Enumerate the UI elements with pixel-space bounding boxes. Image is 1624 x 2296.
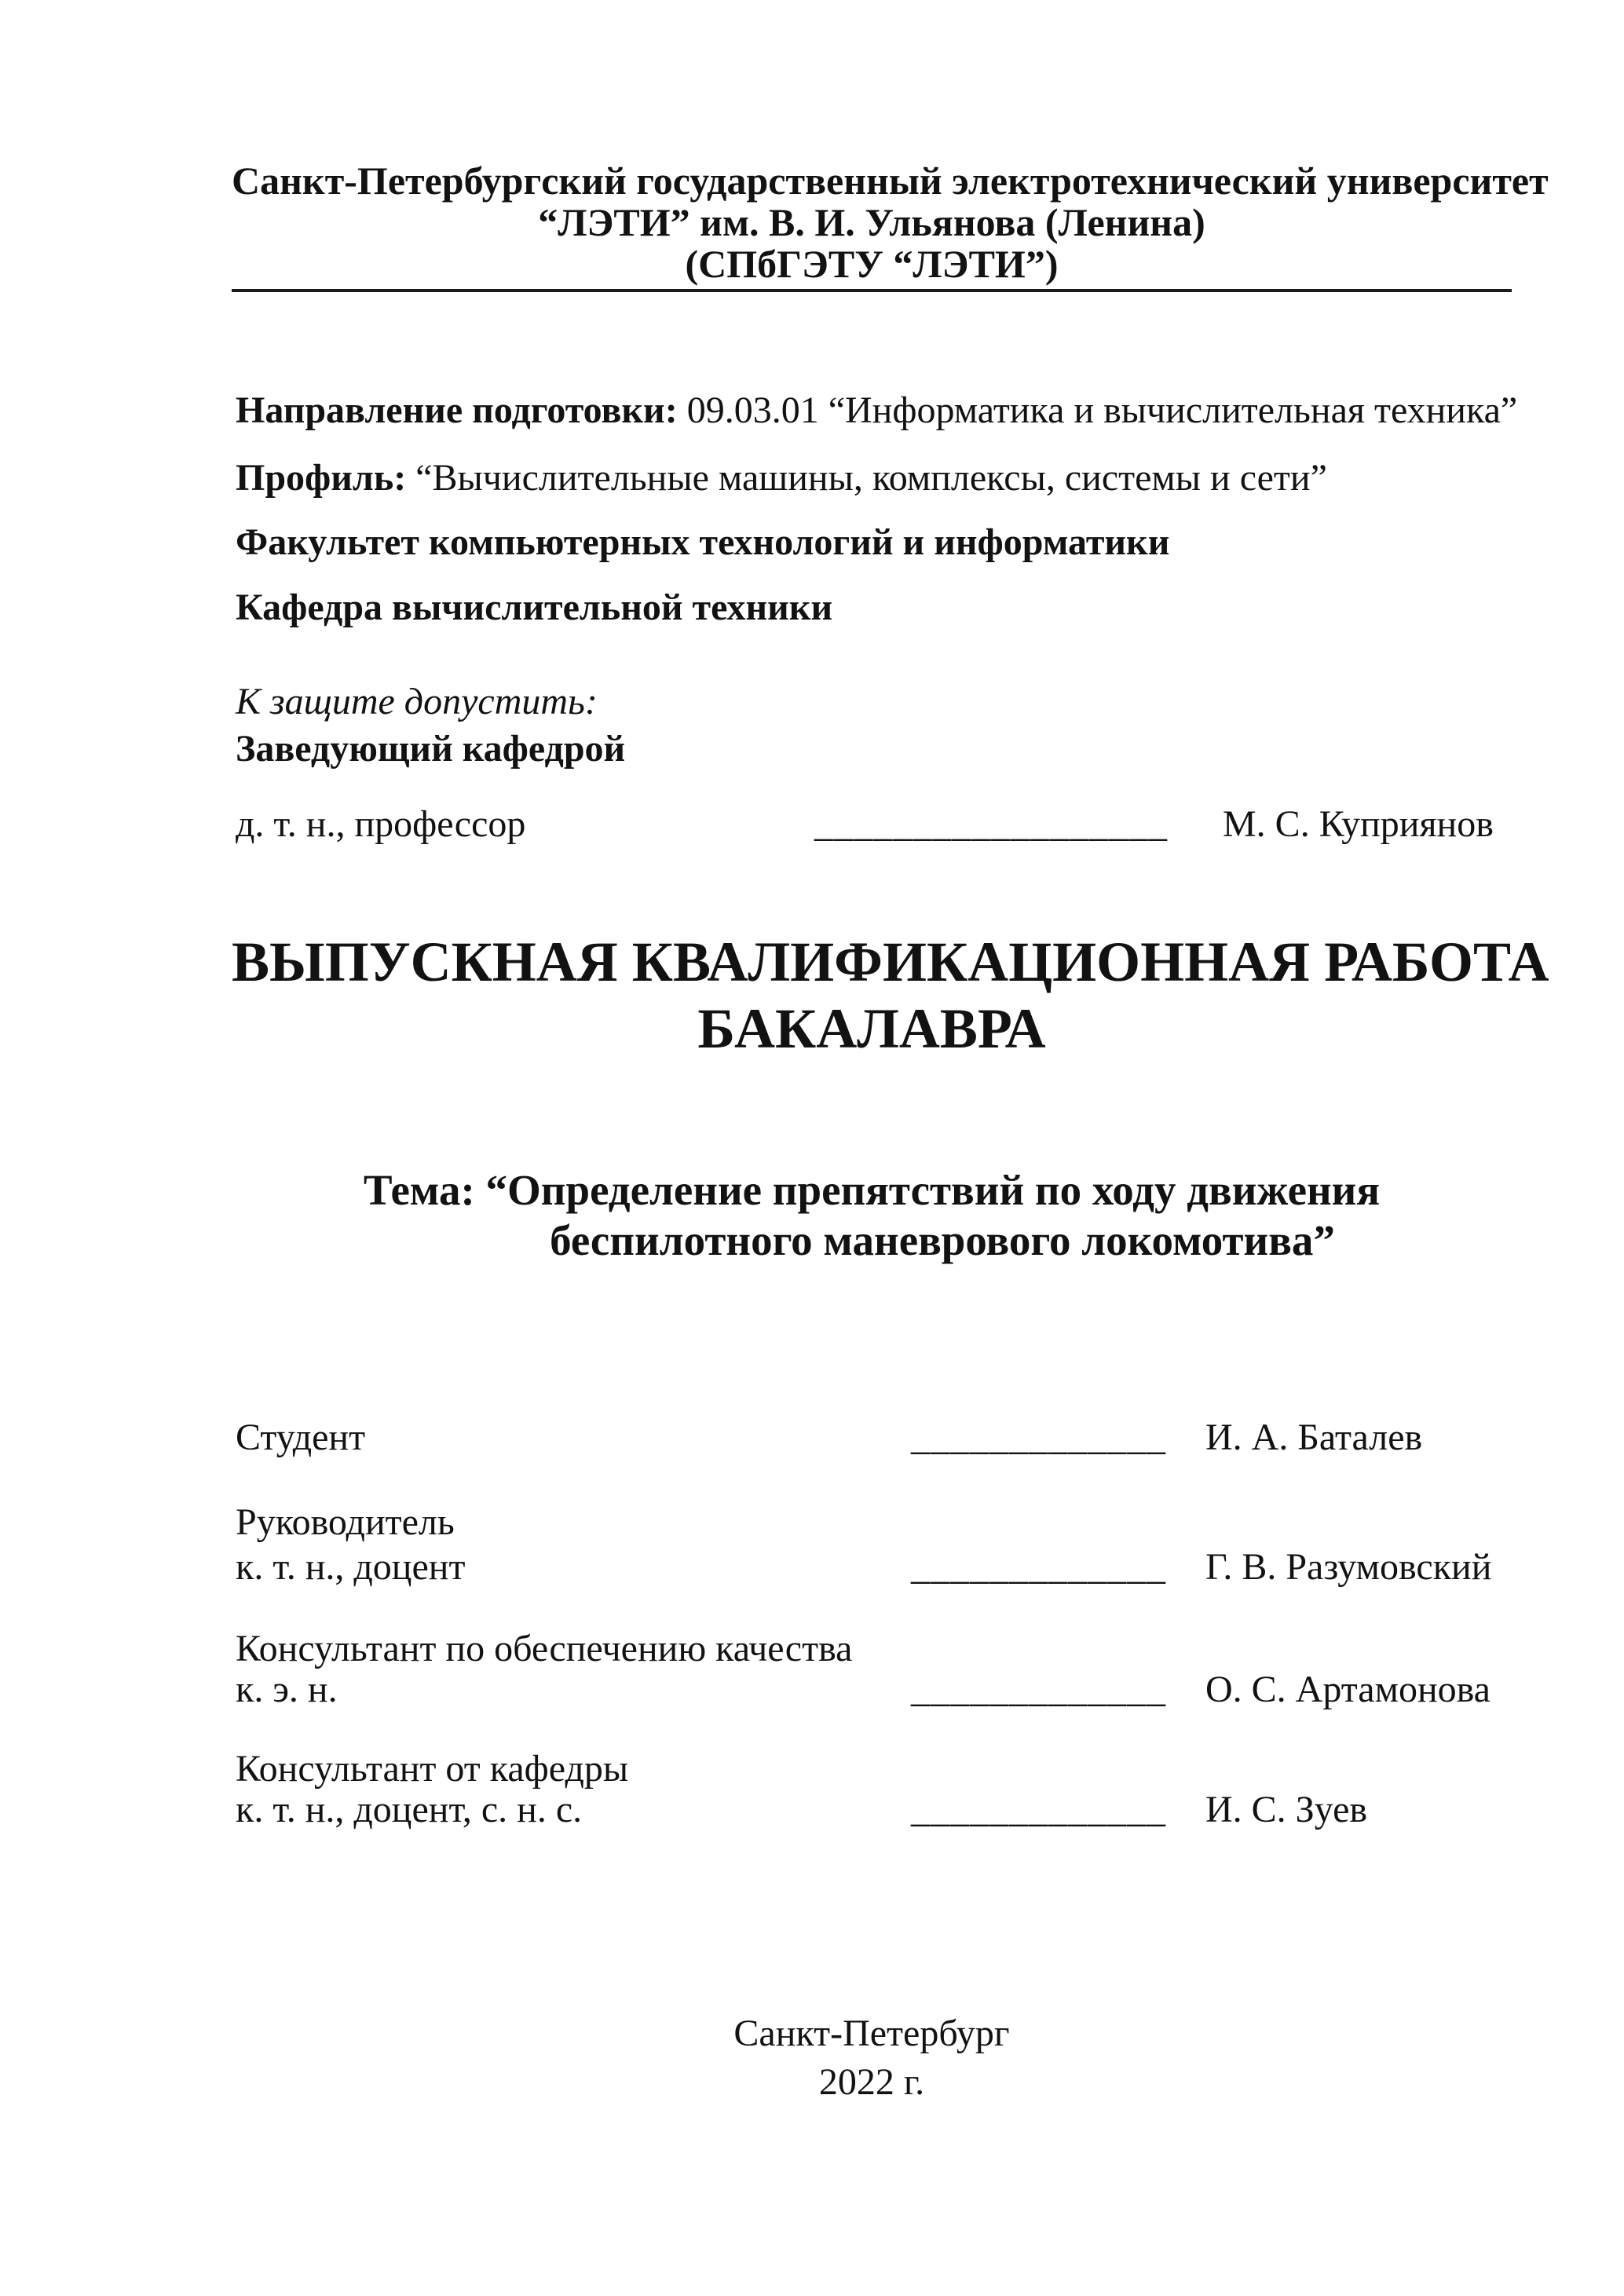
student-signature-line: _____________ — [911, 1417, 1166, 1458]
approver-signature-line: __________________ — [814, 803, 1168, 845]
department-consultant-name: И. С. Зуев — [1205, 1789, 1368, 1830]
thesis-title-line2: БАКАЛАВРА — [697, 997, 1046, 1060]
footer-city: Санкт-Петербург — [733, 2013, 1010, 2054]
program-value: 09.03.01 “Информатика и вычислительная техника” — [677, 389, 1518, 431]
approver-row — [236, 803, 1555, 846]
profile-line — [236, 456, 1555, 500]
quality-consultant-role: Консультант по обеспечению качества — [236, 1628, 853, 1669]
supervisor-name: Г. В. Разумовский — [1205, 1546, 1492, 1588]
student-role: Студент — [236, 1417, 366, 1458]
department-consultant-role: Консультант от кафедры — [236, 1748, 629, 1790]
supervisor-signature-line: _____________ — [911, 1546, 1166, 1588]
admission-note: К защите допустить: — [236, 681, 598, 722]
quality-consultant-name: О. С. Артамонова — [1205, 1669, 1490, 1710]
university-name-line1: Санкт-Петербургский государственный электротехнический университет — [232, 159, 1549, 203]
approver-degree: д. т. н., профессор — [236, 803, 526, 845]
topic-line2: беспилотного маневрового локомотива” — [550, 1216, 1335, 1264]
quality-consultant-degree: к. э. н. — [236, 1669, 338, 1710]
supervisor-degree: к. т. н., доцент — [236, 1546, 466, 1588]
department-consultant-signature-line: _____________ — [911, 1789, 1166, 1830]
header-rule — [232, 289, 1512, 292]
supervisor-row — [236, 1545, 1555, 1589]
quality-consultant-role-line — [236, 1627, 1555, 1671]
supervisor-role-line — [236, 1501, 1555, 1545]
department-consultant-row — [236, 1788, 1555, 1832]
topic-line1: Тема: “Определение препятствий по ходу движения — [363, 1166, 1381, 1214]
faculty-line — [236, 521, 1555, 565]
department-consultant-role-line — [236, 1747, 1555, 1791]
program-line — [236, 389, 1555, 433]
approver-name: М. С. Куприянов — [1223, 803, 1494, 845]
university-name-line2: “ЛЭТИ” им. В. И. Ульянова (Ленина) — [538, 200, 1205, 244]
supervisor-role: Руководитель — [236, 1501, 455, 1543]
quality-consultant-signature-line: _____________ — [911, 1669, 1166, 1710]
head-of-department-title: Заведующий кафедрой — [236, 728, 626, 770]
department-name: Кафедра вычислительной техники — [236, 587, 833, 628]
thesis-title-line1: ВЫПУСКНАЯ КВАЛИФИКАЦИОННАЯ РАБОТА — [232, 930, 1549, 993]
profile-label: Профиль: — [236, 457, 407, 499]
quality-consultant-row — [236, 1668, 1555, 1712]
footer-year: 2022 г. — [818, 2061, 925, 2103]
university-name-line3: (СПбГЭТУ “ЛЭТИ”) — [685, 242, 1059, 286]
faculty-name: Факультет компьютерных технологий и информатики — [236, 521, 1170, 563]
profile-value: “Вычислительные машины, комплексы, системы и сети” — [406, 457, 1327, 499]
program-label: Направление подготовки: — [236, 389, 678, 431]
student-row — [236, 1416, 1555, 1460]
department-consultant-degree: к. т. н., доцент, с. н. с. — [236, 1789, 583, 1830]
student-name: И. А. Баталев — [1205, 1417, 1423, 1458]
department-line — [236, 586, 1555, 630]
